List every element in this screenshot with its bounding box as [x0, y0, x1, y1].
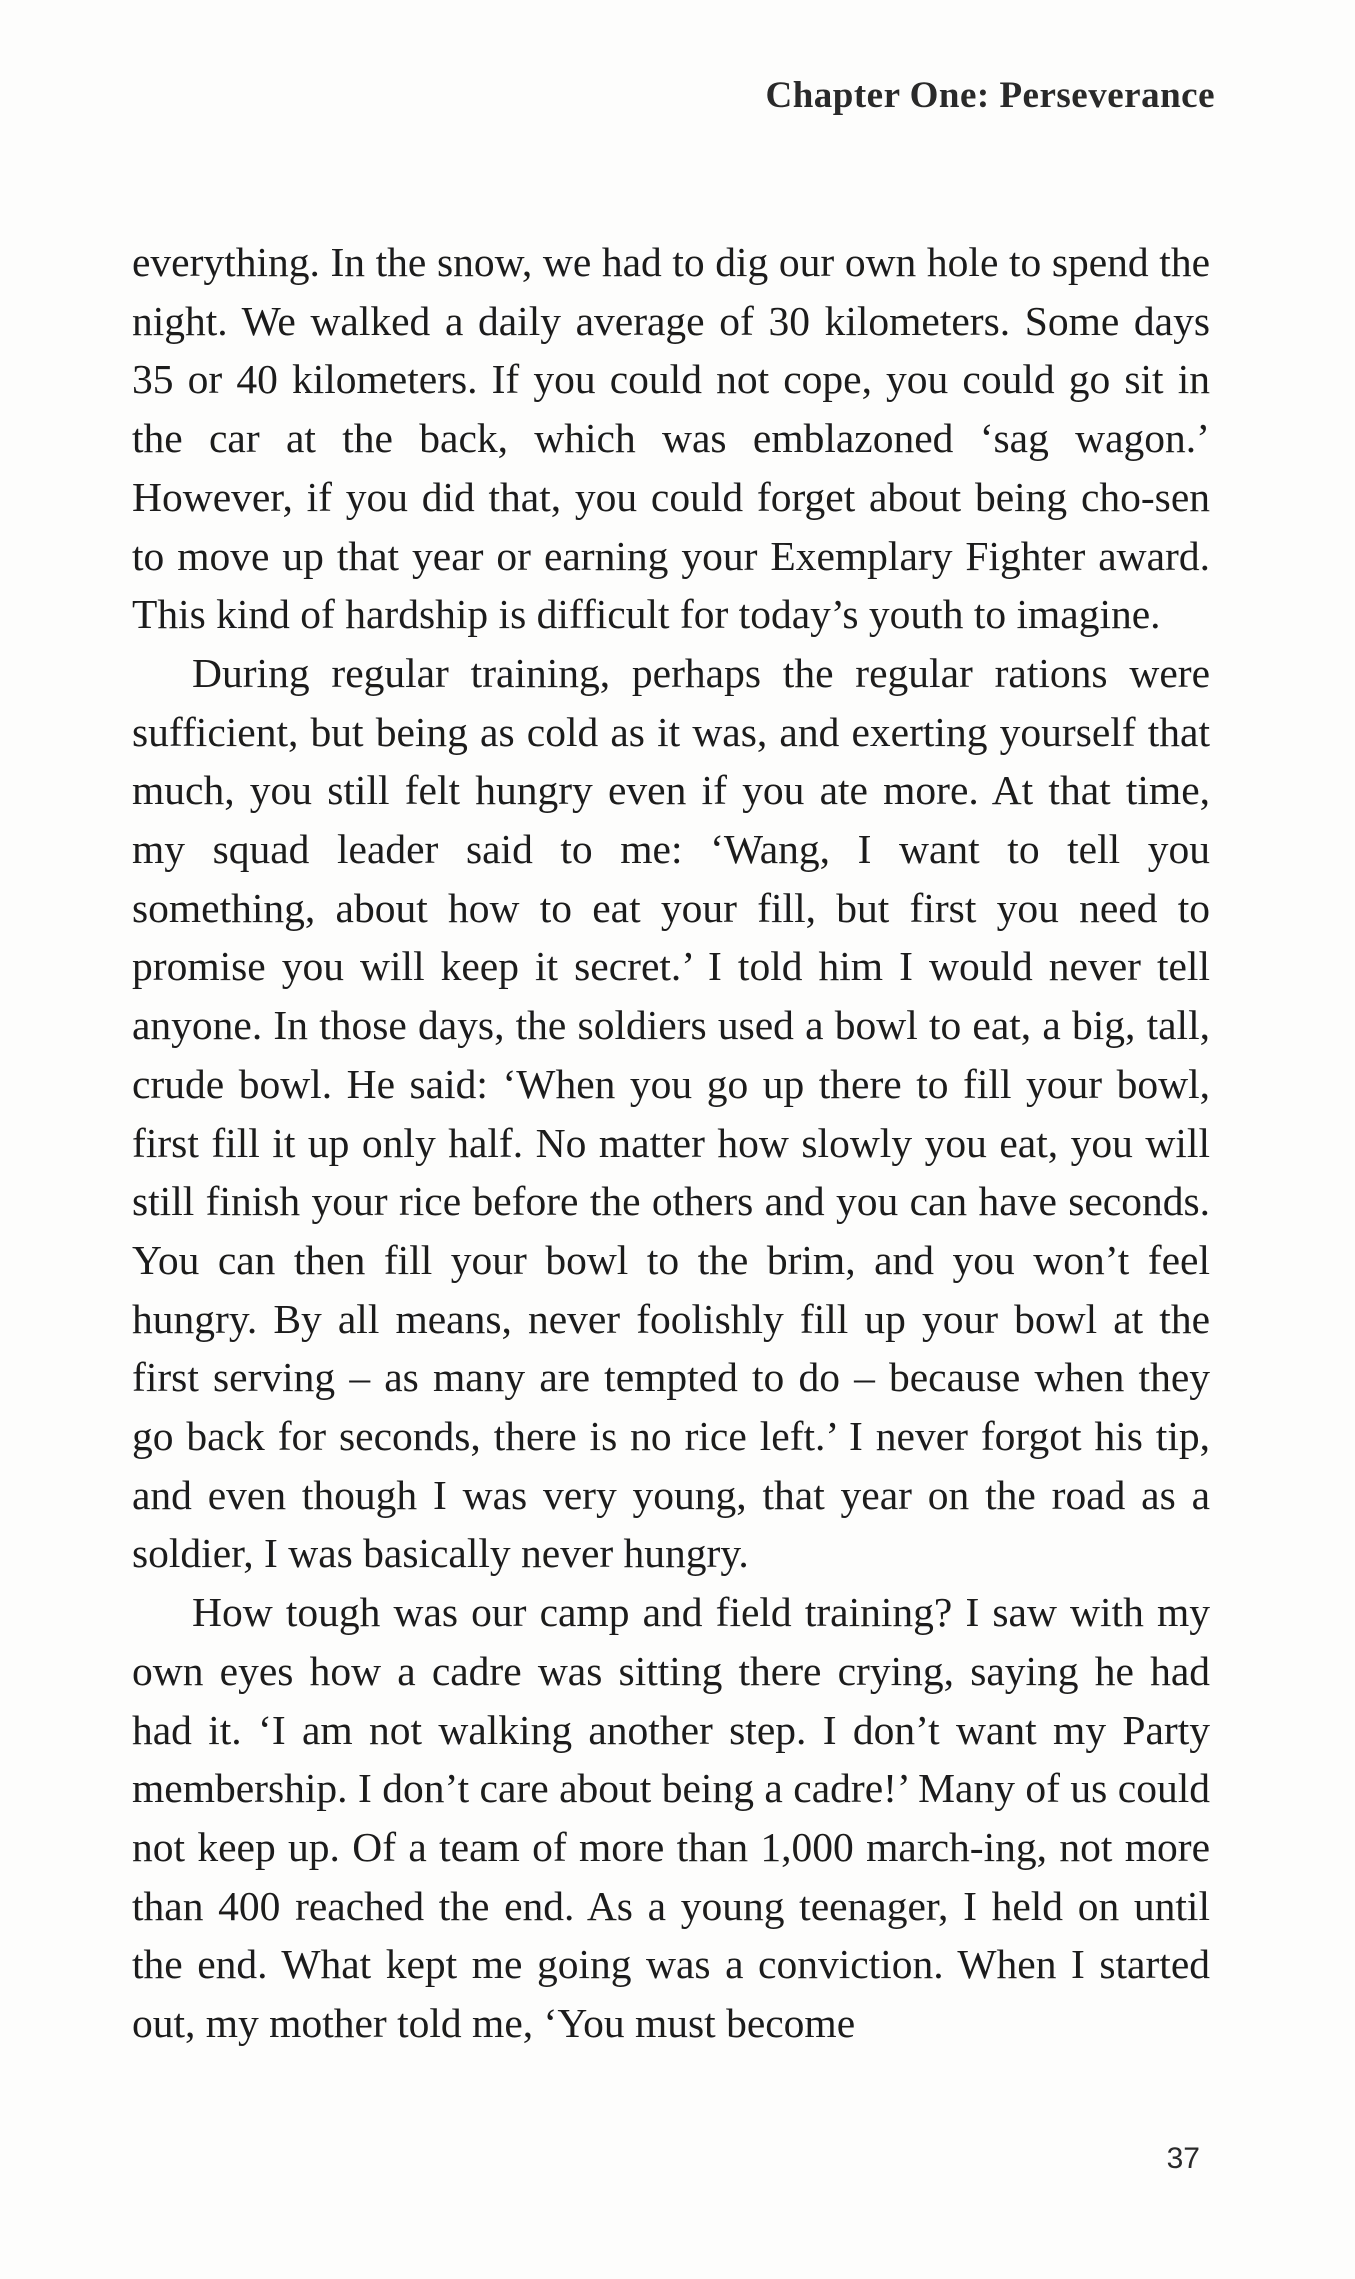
paragraph-training: How tough was our camp and field training? I saw with my own eyes how a cadre was sitting there crying, saying he had had it. ‘I am not walking another step. I don’t want my Party membership. I don’t care about being a cadre!’ Many of us could not keep up. Of a team of more than 1,000 march-ing, not more than 400 reached the end. As a young teenager, I held on until the end. What kept me going was a conviction. When I started out, my mother told me, ‘You must become: [132, 1589, 1210, 2047]
running-header: Chapter One: Perseverance: [765, 75, 1215, 116]
page-number: 37: [1166, 2142, 1200, 2175]
body-text: [132, 233, 1210, 2053]
paragraph-rations: During regular training, perhaps the regular rations were sufficient, but being as cold as it was, and exerting yourself that much, you still felt hungry even if you ate more. At that time, my squad leader said to me: ‘Wang, I want to tell you something, about how to eat your fill, but first you need to promise you will keep it secret.’ I told him I would never tell anyone. In those days, the soldiers used a bowl to eat, a big, tall, crude bowl. He said: ‘When you go up there to fill your bowl, first fill it up only half. No matter how slowly you eat, you will still finish your rice before the others and you can have seconds. You can then fill your bowl to the brim, and you won’t feel hungry. By all means, never foolishly fill up your bowl at the first serving – as many are tempted to do – because when they go back for seconds, there is no rice left.’ I never forgot his tip, and even though I was very young, that year on the road as a soldier, I was basically never hungry.: [132, 649, 1210, 1577]
paragraph-continued: everything. In the snow, we had to dig our own hole to spend the night. We walked a daily average of 30 kilometers. Some days 35 or 40 kilometers. If you could not cope, you could go sit in the car at the back, which was emblazoned ‘sag wagon.’ However, if you did that, you could forget about being cho-sen to move up that year or earning your Exemplary Fighter award. This kind of hardship is difficult for today’s youth to imagine.: [132, 239, 1210, 638]
